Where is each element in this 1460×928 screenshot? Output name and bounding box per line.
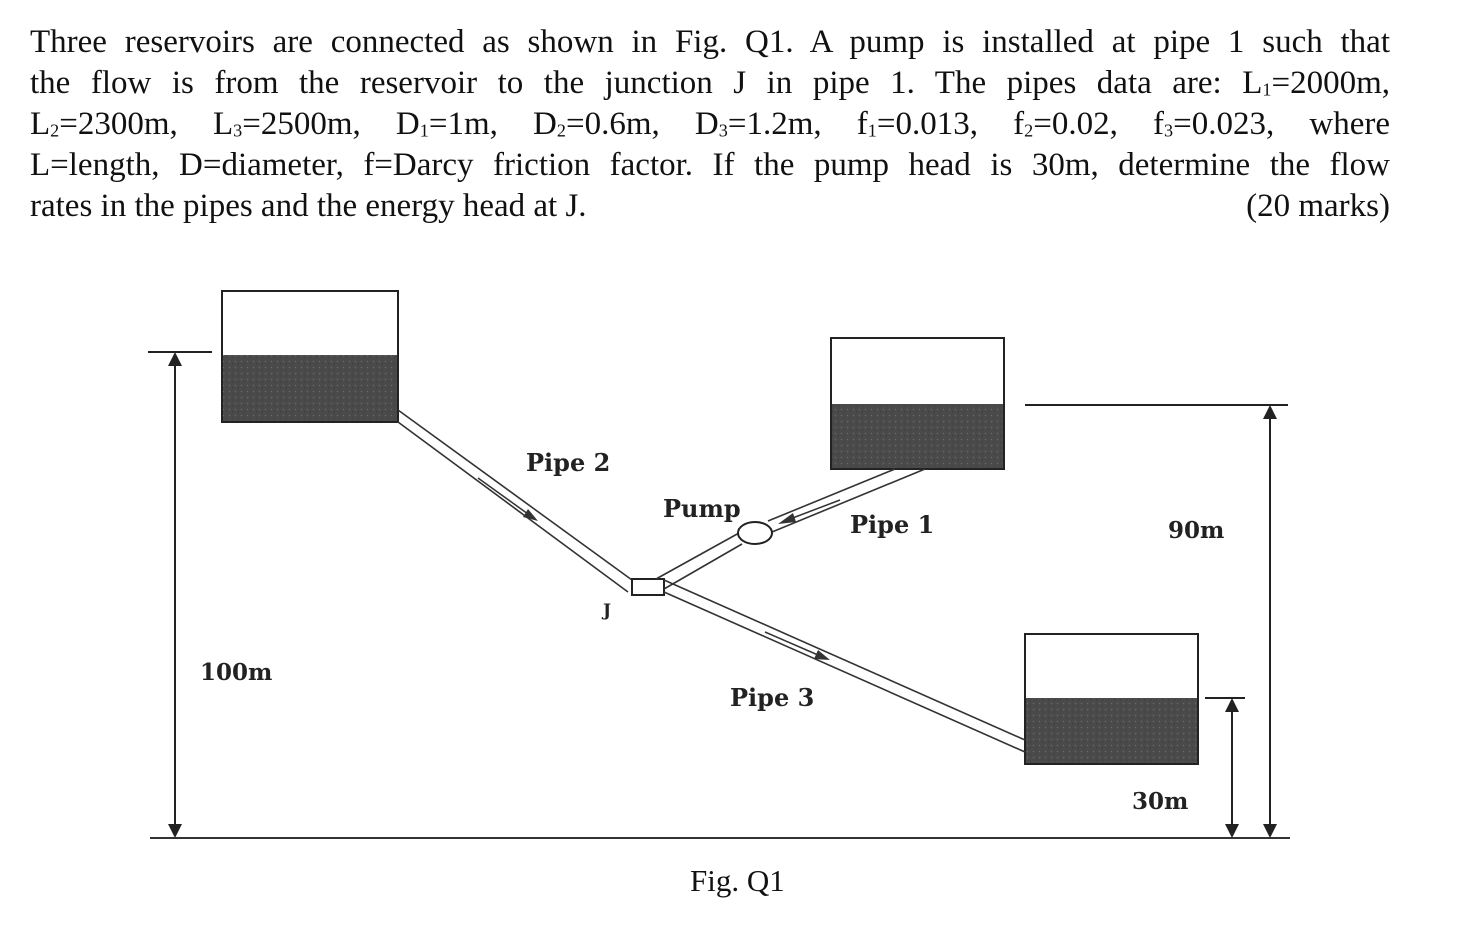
l2-symbol: L (30, 106, 51, 142)
f2-value: =0.02, (1033, 106, 1153, 142)
d2-value: =0.6m, (565, 106, 695, 142)
l3-value: =2500m, (242, 106, 396, 142)
lower-right-reservoir-water (1026, 698, 1197, 763)
d3-symbol: D (694, 106, 719, 142)
left-dimension (148, 352, 212, 838)
marks-label: (20 marks) (1246, 188, 1390, 224)
l2-value: =2300m, (59, 106, 213, 142)
height-right-lower-label: 30m (1132, 788, 1189, 815)
upper-right-reservoir (831, 338, 1004, 469)
left-reservoir (222, 291, 398, 422)
figure-caption: Fig. Q1 (690, 863, 785, 898)
l3-subscript: 3 (233, 120, 243, 141)
pipe-3-flow-arrow (765, 632, 830, 660)
f1-symbol: f (856, 106, 868, 142)
junction-label: J (603, 601, 612, 621)
pump-symbol (738, 522, 772, 544)
pipe-1-label: Pipe 1 (850, 510, 935, 539)
problem-line-2-tail: =2000m, (1271, 65, 1390, 101)
f2-subscript: 2 (1024, 120, 1034, 141)
problem-line-2-text: the flow is from the reservoir to the junction J in pipe 1. The pipes data are: L (30, 65, 1263, 101)
junction-box (632, 579, 664, 595)
height-right-upper-label: 90m (1168, 517, 1225, 544)
upper-right-reservoir-water (832, 404, 1003, 468)
height-left-label: 100m (200, 659, 273, 686)
pipe-3-label: Pipe 3 (730, 683, 815, 712)
subscript-1: 1 (1262, 79, 1272, 100)
problem-line-1-text: Three reservoirs are connected as shown in Fig. Q1. A pump is installed at pipe 1 such that (30, 24, 1390, 60)
right-dimension-upper (1025, 405, 1288, 838)
right-dimension-lower (1205, 698, 1245, 838)
d3-subscript: 3 (718, 120, 728, 141)
d1-subscript: 1 (419, 120, 429, 141)
problem-line-5-text: rates in the pipes and the energy head at J. (30, 188, 587, 224)
d3-value: =1.2m, (727, 106, 857, 142)
pipe-3 (664, 580, 1025, 752)
f1-value: =0.013, (876, 106, 1014, 142)
f3-subscript: 3 (1164, 120, 1174, 141)
pipe-2-flow-arrow (478, 478, 538, 521)
left-reservoir-water (223, 355, 397, 421)
f3-value: =0.023, where (1173, 106, 1390, 142)
problem-line-4-text: L=length, D=diameter, f=Darcy friction factor. If the pump head is 30m, determine the flow (30, 147, 1390, 183)
f3-symbol: f (1153, 106, 1164, 142)
d2-symbol: D (533, 106, 557, 142)
d2-subscript: 2 (556, 120, 566, 141)
pump-label: Pump (663, 494, 741, 523)
l3-symbol: L (212, 106, 234, 142)
l2-subscript: 2 (50, 120, 60, 141)
pipe-2-label: Pipe 2 (526, 448, 611, 477)
d1-value: =1m, (428, 106, 534, 142)
f2-symbol: f (1013, 106, 1025, 142)
pipe-2 (398, 410, 632, 592)
f1-subscript: 1 (867, 120, 877, 141)
lower-right-reservoir (1025, 634, 1198, 764)
d1-symbol: D (395, 106, 420, 142)
